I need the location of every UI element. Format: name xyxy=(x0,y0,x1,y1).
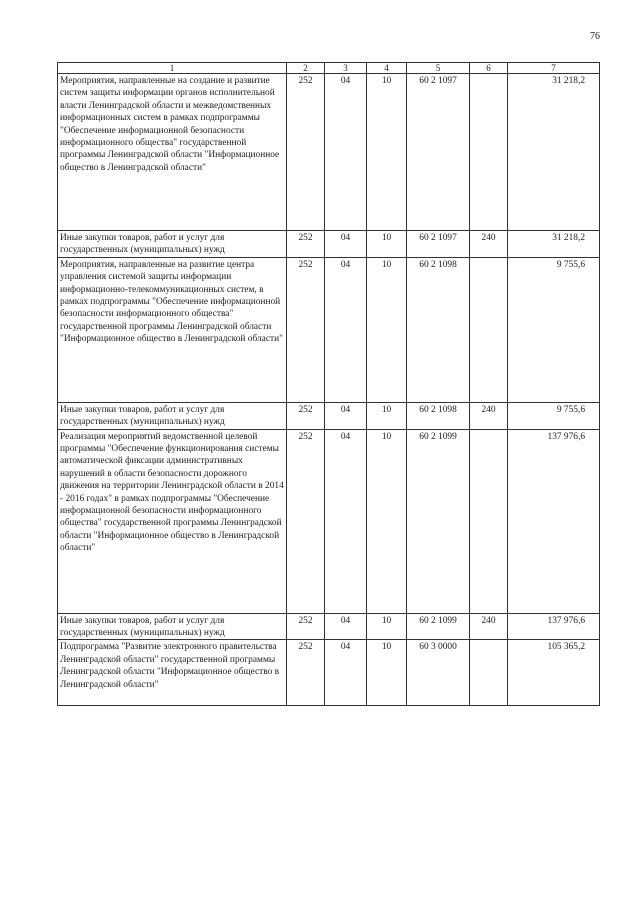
table-row xyxy=(58,613,600,640)
row-section-code: 04 xyxy=(325,231,367,258)
row-target-article: 60 2 1097 xyxy=(407,74,470,231)
row-section-code: 04 xyxy=(325,429,367,613)
page-number: 76 xyxy=(590,31,600,42)
column-header-7: 7 xyxy=(508,63,600,74)
row-subsection-code: 10 xyxy=(367,640,407,706)
row-admin-code: 252 xyxy=(287,640,325,706)
row-subsection-code: 10 xyxy=(367,231,407,258)
table-row xyxy=(58,640,600,706)
row-target-article: 60 2 1098 xyxy=(407,257,470,402)
row-target-article: 60 2 1099 xyxy=(407,613,470,640)
column-header-4: 4 xyxy=(367,63,407,74)
row-section-code: 04 xyxy=(325,257,367,402)
row-expense-type xyxy=(470,429,508,613)
table-row xyxy=(58,257,600,402)
row-section-code: 04 xyxy=(325,640,367,706)
row-description: Иные закупки товаров, работ и услуг для государственных (муниципальных) нужд xyxy=(58,613,287,640)
row-amount: 9 755,6 xyxy=(508,257,600,402)
row-section-code: 04 xyxy=(325,402,367,429)
row-amount: 9 755,6 xyxy=(508,402,600,429)
row-amount: 31 218,2 xyxy=(508,231,600,258)
row-admin-code: 252 xyxy=(287,613,325,640)
row-expense-type: 240 xyxy=(470,231,508,258)
row-amount: 137 976,6 xyxy=(508,613,600,640)
header-row xyxy=(58,63,600,74)
row-admin-code: 252 xyxy=(287,231,325,258)
row-expense-type xyxy=(470,74,508,231)
table-row xyxy=(58,74,600,231)
row-expense-type: 240 xyxy=(470,613,508,640)
row-description: Иные закупки товаров, работ и услуг для государственных (муниципальных) нужд xyxy=(58,231,287,258)
row-admin-code: 252 xyxy=(287,257,325,402)
row-amount: 31 218,2 xyxy=(508,74,600,231)
row-description: Мероприятия, направленные на создание и развитие систем защиты информации органов исполнительной власти Ленинградской области и межведомственных информационных систем в рамках подпрограммы "Обеспечение информационной безопасности информационного общества" государственной программы Ленинградской области "Информационное общество в Ленинградской области" xyxy=(58,74,287,231)
row-subsection-code: 10 xyxy=(367,613,407,640)
row-target-article: 60 3 0000 xyxy=(407,640,470,706)
row-subsection-code: 10 xyxy=(367,257,407,402)
row-admin-code: 252 xyxy=(287,429,325,613)
row-amount: 137 976,6 xyxy=(508,429,600,613)
row-section-code: 04 xyxy=(325,613,367,640)
row-description: Реализация мероприятий ведомственной целевой программы "Обеспечение функционирования системы автоматической фиксации административных нарушений в области безопасности дорожного движения на территории Ленинградской области в 2014 - 2016 годах" в рамках подпрограммы "Обеспечение информационной безопасности информационного общества" государственной программы Ленинградской области "Информационное общество в Ленинградской области" xyxy=(58,429,287,613)
row-target-article: 60 2 1097 xyxy=(407,231,470,258)
row-section-code: 04 xyxy=(325,74,367,231)
table-row xyxy=(58,402,600,429)
row-target-article: 60 2 1098 xyxy=(407,402,470,429)
budget-table xyxy=(57,62,600,706)
column-header-3: 3 xyxy=(325,63,367,74)
column-header-5: 5 xyxy=(407,63,470,74)
table-row xyxy=(58,429,600,613)
row-expense-type: 240 xyxy=(470,402,508,429)
row-description: Подпрограмма "Развитие электронного правительства Ленинградской области" государственной программы Ленинградской области "Информационное общество в Ленинградской области" xyxy=(58,640,287,706)
row-subsection-code: 10 xyxy=(367,74,407,231)
row-expense-type xyxy=(470,257,508,402)
row-amount: 105 365,2 xyxy=(508,640,600,706)
row-target-article: 60 2 1099 xyxy=(407,429,470,613)
row-subsection-code: 10 xyxy=(367,429,407,613)
row-description: Мероприятия, направленные на развитие центра управления системой защиты информации информационно-телекоммуникационных систем, в рамках подпрограммы "Обеспечение информационной безопасности информационного общества" государственной программы Ленинградской области "Информационное общество в Ленинградской области" xyxy=(58,257,287,402)
row-expense-type xyxy=(470,640,508,706)
row-admin-code: 252 xyxy=(287,74,325,231)
row-description: Иные закупки товаров, работ и услуг для государственных (муниципальных) нужд xyxy=(58,402,287,429)
row-admin-code: 252 xyxy=(287,402,325,429)
column-header-1: 1 xyxy=(58,63,287,74)
column-header-2: 2 xyxy=(287,63,325,74)
row-subsection-code: 10 xyxy=(367,402,407,429)
table-row xyxy=(58,231,600,258)
column-header-6: 6 xyxy=(470,63,508,74)
